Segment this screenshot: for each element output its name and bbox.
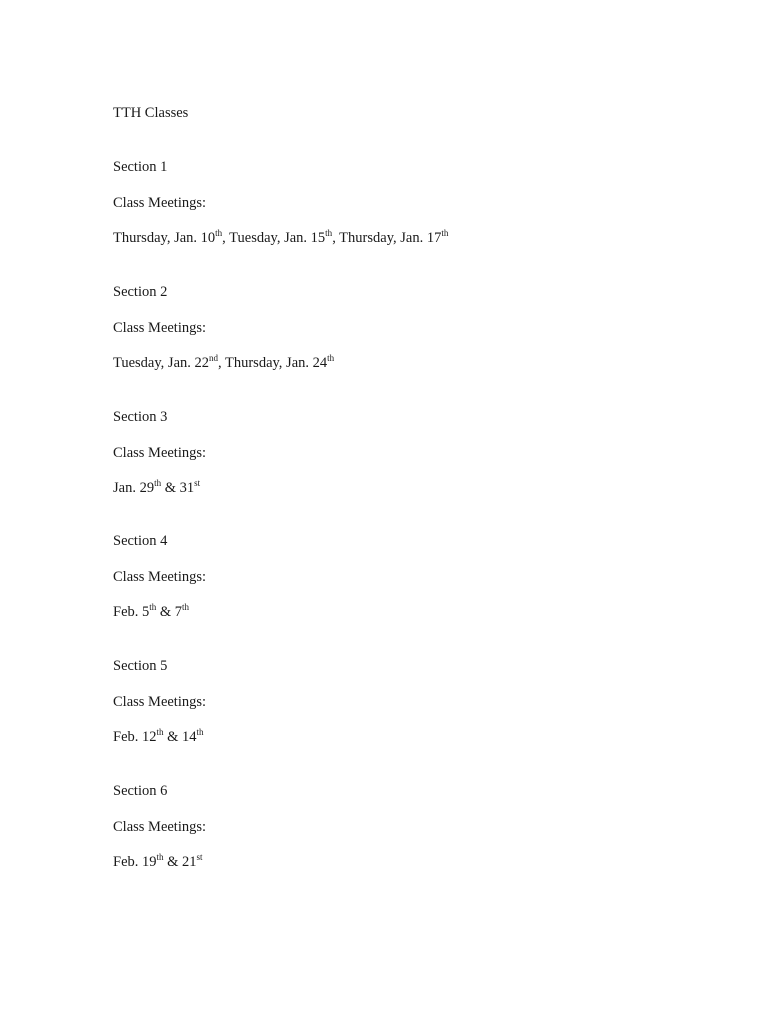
date-text: & 14 (163, 729, 197, 745)
date-ordinal-suffix: th (149, 602, 157, 612)
date-ordinal-suffix: th (196, 727, 204, 737)
date-text: Feb. 5 (113, 604, 150, 620)
date-text: , Thursday, Jan. 24 (218, 355, 328, 371)
class-meeting-dates (113, 727, 204, 745)
date-ordinal-suffix: st (196, 852, 203, 862)
section-heading: Section 1 (113, 159, 168, 175)
section-heading: Section 3 (113, 409, 168, 425)
class-meetings-label: Class Meetings: (113, 569, 207, 585)
date-ordinal-suffix: th (441, 228, 449, 238)
class-meeting-dates (113, 602, 190, 620)
class-meeting-dates (113, 852, 203, 870)
section-heading: Section 5 (113, 658, 168, 674)
class-meeting-dates (113, 353, 335, 371)
date-ordinal-suffix: th (156, 727, 164, 737)
class-meetings-label: Class Meetings: (113, 445, 207, 461)
document-title: TTH Classes (113, 105, 189, 121)
section-heading: Section 2 (113, 284, 168, 300)
class-meeting-dates (113, 228, 449, 246)
date-text: & 7 (156, 604, 183, 620)
date-text: Jan. 29 (113, 480, 155, 496)
date-ordinal-suffix: nd (209, 353, 218, 363)
date-ordinal-suffix: st (194, 478, 201, 488)
date-ordinal-suffix: th (182, 602, 190, 612)
date-text: Thursday, Jan. 10 (113, 230, 216, 246)
date-text: & 31 (161, 480, 195, 496)
date-ordinal-suffix: th (327, 353, 335, 363)
date-text: Feb. 12 (113, 729, 157, 745)
class-meetings-label: Class Meetings: (113, 195, 207, 211)
section-heading: Section 4 (113, 533, 168, 549)
class-meeting-dates (113, 478, 201, 496)
date-text: & 21 (163, 854, 197, 870)
class-meetings-label: Class Meetings: (113, 320, 207, 336)
date-ordinal-suffix: th (154, 478, 162, 488)
date-ordinal-suffix: th (325, 228, 333, 238)
date-text: , Thursday, Jan. 17 (332, 230, 442, 246)
date-ordinal-suffix: th (156, 852, 164, 862)
section-heading: Section 6 (113, 783, 168, 799)
date-text: Feb. 19 (113, 854, 157, 870)
date-text: , Tuesday, Jan. 15 (222, 230, 326, 246)
class-meetings-label: Class Meetings: (113, 819, 207, 835)
class-meetings-label: Class Meetings: (113, 694, 207, 710)
date-text: Tuesday, Jan. 22 (113, 355, 209, 371)
date-ordinal-suffix: th (215, 228, 223, 238)
